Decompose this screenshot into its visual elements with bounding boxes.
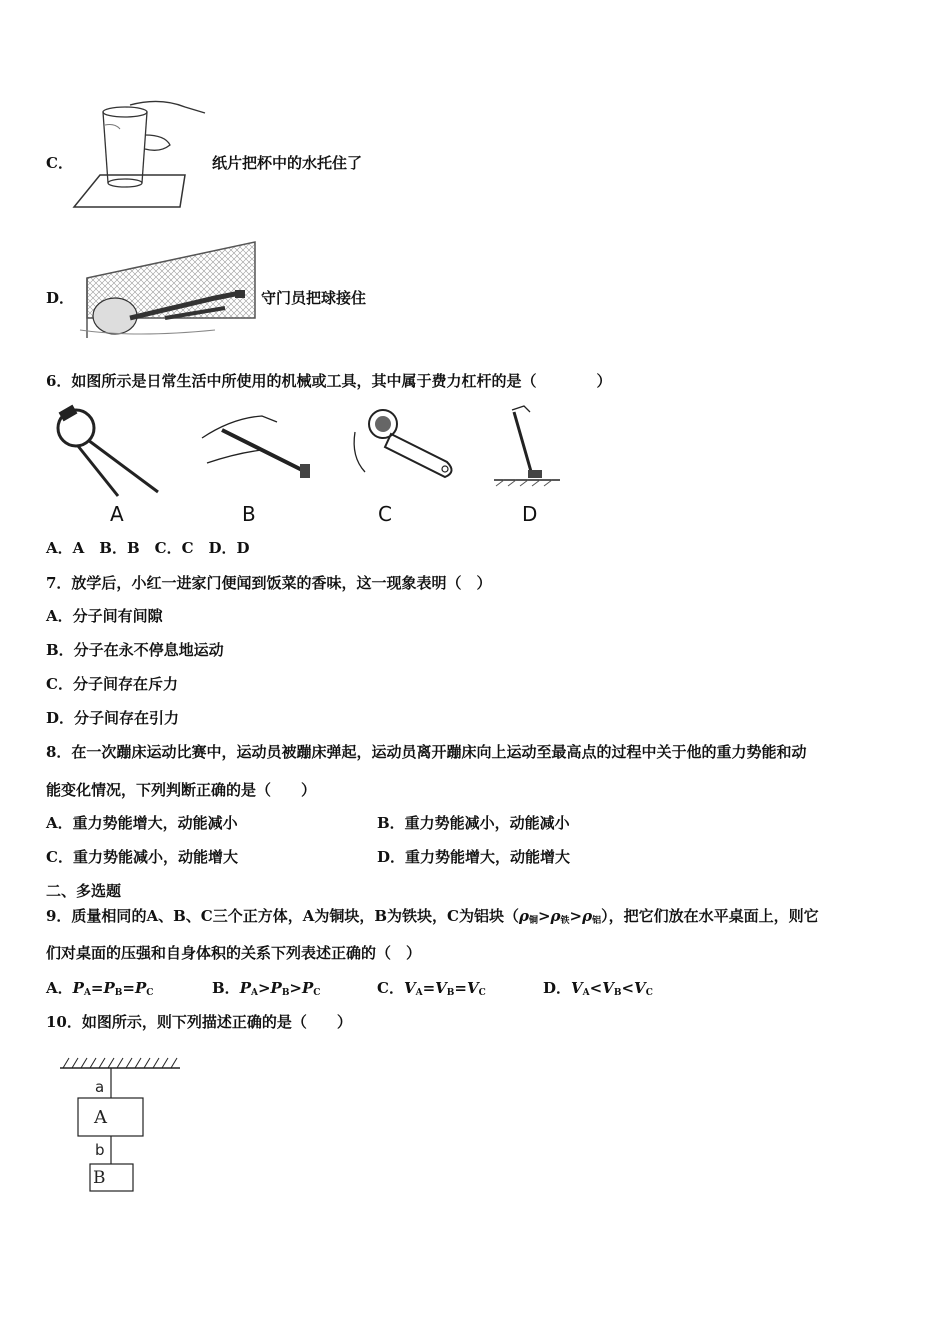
q5-option-c-label: C． [46,154,73,172]
q7-option-b: B．分子在永不停息地运动 [46,641,224,659]
q7-option-d: D．分子间存在引力 [46,709,180,727]
pincers-figure [48,402,173,502]
q6-figure-label-b: B [242,502,256,526]
q8-option-a: A．重力势能增大，动能减小 [46,814,238,832]
q9-stem-line1: 9．质量相同的A、B、C三个正方体，A为铜块，B为铁块，C为铝块$(\rho_铜>\rho_铁>\rho_铝)$，把它们放在水平桌面上，则它 [46,907,819,926]
q6-stem: 6．如图所示是日常生活中所使用的机械或工具，其中属于费力杠杆的是（ ） [46,372,612,390]
q8-option-b: B．重力势能减小，动能减小 [377,814,570,832]
label-block-a: A [94,1107,107,1128]
cup-paper-figure [70,95,210,215]
q8-option-d: D．重力势能增大，动能增大 [377,848,571,866]
q7-option-a: A．分子间有间隙 [46,607,163,625]
q6-figure-label-a: A [110,502,124,526]
q7-option-c: C．分子间存在斥力 [46,675,178,693]
goalkeeper-figure [75,238,260,343]
q5-option-c-text: 纸片把杯中的水托住了 [212,154,363,172]
label-a-string: a [95,1078,105,1096]
q8-stem-line1: 8．在一次蹦床运动比赛中，运动员被蹦床弹起，运动员离开蹦床向上运动至最高点的过程中关于他的重力势能和动 [46,743,807,761]
tweezers-hand-figure [192,408,317,488]
section2-title: 二、多选题 [46,882,122,900]
q5-option-d-text: 守门员把球接住 [261,289,367,307]
q9-option-b: B．$P_A>P_B>P_C$ [212,979,321,998]
q9-option-d: D．$V_A<V_B<V_C$ [543,979,653,998]
q6-figure-label-d: D [522,502,538,526]
shovel-lever-figure [492,400,562,492]
hanging-blocks-figure [55,1052,185,1197]
q6-figure-label-c: C [378,502,392,526]
q9-option-a: A．$P_A=P_B=P_C$ [46,979,154,998]
q8-option-c: C．重力势能减小，动能增大 [46,848,238,866]
q5-option-d-label: D． [46,289,75,307]
q10-stem: 10．如图所示，则下列描述正确的是（ ） [46,1013,352,1031]
q9-option-c: C．$V_A=V_B=V_C$ [377,979,486,998]
block-a [78,1098,143,1136]
ceiling-hatch [60,1058,180,1068]
q7-stem: 7．放学后，小红一进家门便闻到饭菜的香味，这一现象表明（ ） [46,574,492,592]
q6-options: A．A B．B C．C D．D [46,539,250,557]
label-block-b: B [93,1168,106,1188]
q9-stem-line2: 们对桌面的压强和自身体积的关系下列表述正确的（ ） [46,944,422,962]
bottle-opener-figure [345,402,465,487]
label-b-string: b [95,1141,105,1159]
q8-stem-line2: 能变化情况，下列判断正确的是（ ） [46,781,317,799]
